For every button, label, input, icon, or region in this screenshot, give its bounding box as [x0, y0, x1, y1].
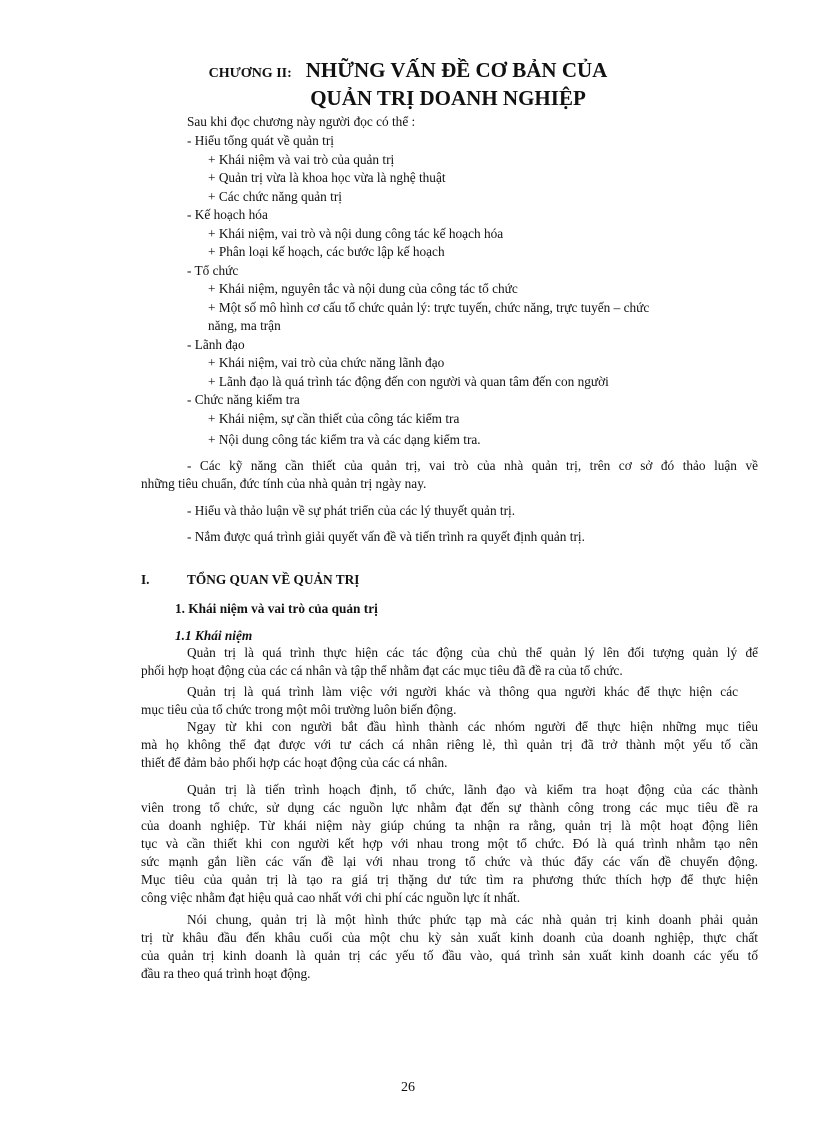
body-line: Quản trị là quá trình thực hiện các tác động của chủ thể quản lý lên đối tượng quản lý để [187, 645, 758, 660]
subsubsection-title: 1.1 Khái niệm [175, 628, 253, 643]
objective-subitem: + Khái niệm, vai trò của chức năng lãnh đạo [208, 355, 445, 370]
body-line: công việc nhằm đạt hiệu quả cao nhất với chi phí các nguồn lực ít nhất. [141, 890, 521, 905]
body-line: viên trong tổ chức, sử dụng các nguồn lực nhằm đạt đến sự thành công trong các mục tiêu đề ra [141, 800, 758, 815]
body-line: mục tiêu của tổ chức trong một môi trường luôn biến động. [141, 702, 457, 717]
objective-subitem-cont: năng, ma trận [208, 318, 281, 333]
objectives-intro: Sau khi đọc chương này người đọc có thể : [187, 114, 416, 129]
objective-subitem: + Khái niệm, nguyên tắc và nội dung của công tác tổ chức [208, 281, 518, 296]
objective-item: - Lãnh đạo [187, 337, 245, 352]
chapter-title-line1 [0, 58, 816, 83]
objective-subitem: + Khái niệm, vai trò và nội dung công tác kế hoạch hóa [208, 226, 504, 241]
body-line: Mục tiêu của quản trị là tạo ra giá trị thặng dư tức tìm ra phương thức thích hợp để thực hiện [141, 872, 758, 887]
chapter-title-line2: QUẢN TRỊ DOANH NGHIỆP [310, 86, 586, 110]
body-line: phối hợp hoạt động của các cá nhân và tập thể nhằm đạt các mục tiêu đã đề ra của tổ chức. [141, 663, 623, 678]
body-line: của quản trị kinh doanh là quản trị các yếu tố đầu vào, quá trình sản xuất kinh doanh các yếu tố [141, 948, 758, 963]
body-line: trị từ khâu đầu đến khâu cuối của một chu kỳ sản xuất kinh doanh của doanh nghiệp, thực chất [141, 930, 758, 945]
section-title: TỔNG QUAN VỀ QUẢN TRỊ [187, 572, 360, 587]
body-line: Nói chung, quản trị là một hình thức phức tạp mà các nhà quản trị kinh doanh phải quản [187, 912, 758, 927]
objective-subitem: + Nội dung công tác kiểm tra và các dạng kiểm tra. [208, 432, 481, 447]
body-line: tục và cần thiết khi con người kết hợp với nhau trong một tổ chức. Đó là quá trình nhằm tạo nên [141, 836, 758, 851]
body-line: Ngay từ khi con người bắt đầu hình thành các nhóm người để thực hiện những mục tiêu [187, 719, 758, 734]
body-line: mà họ không thể đạt được với tư cách cá nhân riêng lẻ, thì quản trị đã trở thành một yếu tố cần [141, 737, 758, 752]
objective-item: - Tổ chức [187, 263, 239, 278]
objective-item: - Hiểu và thảo luận về sự phát triển của các lý thuyết quản trị. [187, 503, 516, 518]
body-line: thiết để đảm bảo phối hợp các hoạt động của các cá nhân. [141, 755, 448, 770]
body-line: đầu ra theo quá trình hoạt động. [141, 966, 311, 981]
objective-subitem: + Khái niệm, sự cần thiết của công tác kiểm tra [208, 411, 460, 426]
subsection-title: 1. Khái niệm và vai trò của quản trị [175, 601, 378, 616]
objective-subitem: + Lãnh đạo là quá trình tác động đến con người và quan tâm đến con người [208, 374, 609, 389]
objective-subitem: + Một số mô hình cơ cấu tổ chức quản lý: trực tuyến, chức năng, trực tuyến – chức [208, 300, 650, 315]
objective-item: - Hiểu tổng quát về quản trị [187, 133, 334, 148]
objective-subitem: + Phân loại kế hoạch, các bước lập kế hoạch [208, 244, 445, 259]
page-number: 26 [401, 1080, 415, 1095]
body-line: Quản trị là tiến trình hoạch định, tổ chức, lãnh đạo và kiểm tra hoạt động của các thành [187, 782, 758, 797]
chapter-label: CHƯƠNG II: [208, 66, 292, 81]
body-line: Quản trị là quá trình làm việc với người khác và thông qua người khác để thực hiện các [187, 684, 738, 699]
objective-item: - Chức năng kiểm tra [187, 392, 300, 407]
objective-paragraph-line: - Các kỹ năng cần thiết của quản trị, vai trò của nhà quản trị, trên cơ sở đó thảo luận về [187, 458, 758, 473]
objective-subitem: + Quản trị vừa là khoa học vừa là nghệ thuật [208, 170, 446, 185]
objective-subitem: + Các chức năng quản trị [208, 189, 342, 204]
body-line: của doanh nghiệp. Từ khái niệm này giúp chúng ta nhận ra rằng, quản trị là một hoạt động liên [141, 818, 758, 833]
chapter-title-text: NHỮNG VẤN ĐỀ CƠ BẢN CỦA [305, 58, 608, 82]
objective-subitem: + Khái niệm và vai trò của quản trị [208, 152, 395, 167]
objective-item: - Nắm được quá trình giải quyết vấn đề và tiến trình ra quyết định quản trị. [187, 529, 585, 544]
objective-item: - Kế hoạch hóa [187, 207, 268, 222]
section-number: I. [141, 572, 150, 587]
body-line: sức mạnh gắn liền các vấn đề lại với nhau trong tổ chức và thúc đẩy các vấn đề chuyển động. [141, 854, 758, 869]
objective-paragraph-line: những tiêu chuẩn, đức tính của nhà quản trị ngày nay. [141, 476, 427, 491]
